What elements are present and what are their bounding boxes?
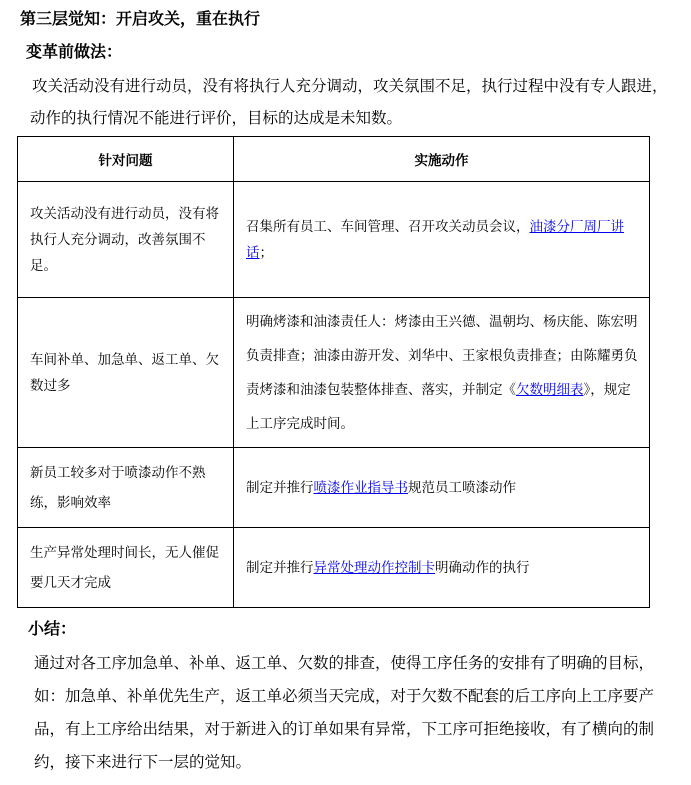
action-link[interactable]: 喷漆作业指导书 [313,479,408,496]
action-text: ； [259,244,273,261]
section-heading: 第三层觉知：开启攻关，重在执行 [20,9,261,28]
action-link[interactable]: 异常处理动作控制卡 [313,559,435,576]
action-link[interactable]: 油漆分厂周厂讲话 [246,218,624,261]
action-cell [234,528,650,608]
before-change-title: 变革前做法： [26,42,123,61]
action-link[interactable]: 欠数明细表 [516,381,584,398]
header-action: 实施动作 [234,137,650,182]
problem-action-table [17,136,650,608]
problem-cell: 车间补单、加急单、返工单、欠数过多 [18,298,234,448]
table-row [18,298,650,448]
summary-paragraph: 通过对各工序加急单、补单、返工单、欠数的排查，使得工序任务的安排有了明确的目标，如：加急单、补单优先生产，返工单必须当天完成，对于欠数不配套的后工序向上工序要产品，有上工序给出结果，对于新进入的订单如果有异常，下工序可拒绝接收，有了横向的制约，接下来进行下一层的觉知。 [34,654,655,771]
action-cell [234,448,650,528]
before-change-paragraph [30,70,670,134]
summary-title: 小结： [28,619,77,638]
action-text: 召集所有员工、车间管理、召开攻关动员会议， [246,218,530,235]
table-row [18,448,650,528]
before-change-text: 攻关活动没有进行动员，没有将执行人充分调动，攻关氛围不足，执行过程中没有专人跟进，动作的执行情况不能进行评价，目标的达成是未知数。 [30,77,668,127]
table-header-row [18,137,650,182]
problem-cell: 新员工较多对于喷漆动作不熟练，影响效率 [18,448,234,528]
action-text: 》，规定上工序完成时间。 [246,381,631,432]
table-row [18,528,650,608]
action-text: 制定并推行 [246,479,314,496]
problem-cell: 攻关活动没有进行动员，没有将执行人充分调动，改善氛围不足。 [18,182,234,298]
problem-cell: 生产异常处理时间长，无人催促要几天才完成 [18,528,234,608]
action-text: 制定并推行 [246,559,314,576]
action-text: 明确动作的执行 [435,559,530,576]
header-problem: 针对问题 [18,137,234,182]
table-row [18,182,650,298]
action-cell [234,298,650,448]
action-text: 明确烤漆和油漆责任人：烤漆由王兴德、温朝均、杨庆能、陈宏明负责排查；油漆由游开发、刘华中、王家根负责排查；由陈耀勇负责烤漆和油漆包装整体排查、落实，并制定《 [246,313,638,398]
action-cell [234,182,650,298]
action-text: 规范员工喷漆动作 [408,479,516,496]
